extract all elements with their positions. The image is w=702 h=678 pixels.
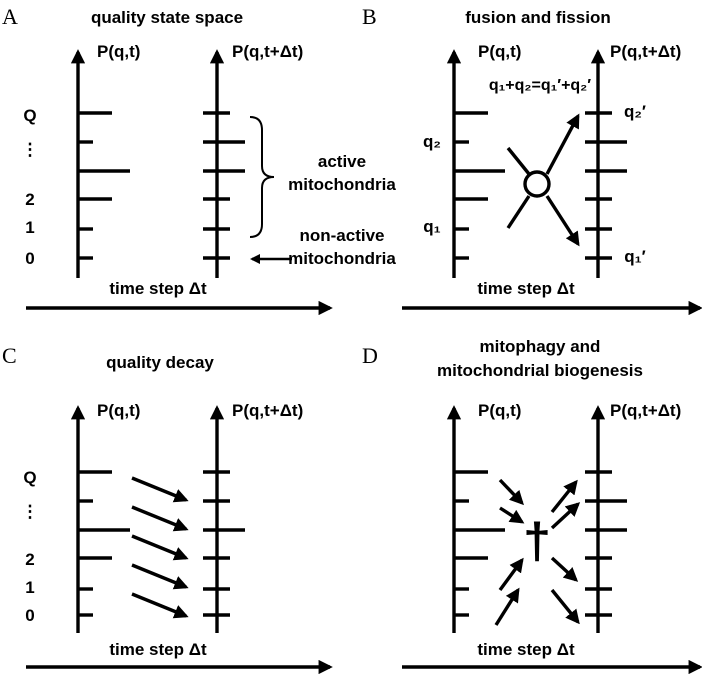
panel-title-d-line1: mitophagy and	[479, 337, 601, 356]
distribution-left-c	[78, 472, 130, 615]
q2-prime-label: q₂′	[623, 102, 647, 121]
panel-d	[402, 408, 700, 667]
cross-icon: †	[523, 513, 551, 569]
distribution-right-a	[203, 113, 245, 258]
panel-title-a: quality state space	[90, 8, 244, 27]
axis-label-right-d: P(q,t+Δt)	[610, 401, 682, 420]
axis-label-left-b: P(q,t)	[478, 42, 522, 61]
panel-letter-b: B	[362, 4, 377, 29]
q2-label: q₂	[423, 132, 441, 151]
axis-label-left-a: P(q,t)	[97, 42, 141, 61]
mitophagy-arrows	[500, 480, 522, 522]
panel-title-b: fusion and fission	[465, 8, 611, 27]
axis-label-left-d: P(q,t)	[478, 401, 522, 420]
distribution-left-d	[454, 472, 505, 615]
fusion-equation: q₁+q₂=q₁′+q₂′	[488, 77, 592, 94]
distribution-right-d	[585, 472, 627, 615]
fission-arrow-up	[547, 116, 578, 174]
active-brace	[250, 117, 274, 237]
panel-title-d-line2: mitochondrial biogenesis	[437, 361, 643, 380]
panel-title-c: quality decay	[106, 353, 214, 372]
q1-label: q₁	[423, 217, 441, 236]
level-dots-a: ⋮	[21, 140, 39, 159]
time-label-b: time step Δt	[477, 279, 575, 298]
time-label-a: time step Δt	[109, 279, 207, 298]
level-1-c: 1	[25, 578, 35, 597]
axis-label-left-c: P(q,t)	[97, 401, 141, 420]
active-label-2: mitochondria	[288, 175, 396, 194]
fusion-line-in-1	[508, 148, 529, 174]
time-label-c: time step Δt	[109, 640, 207, 659]
nonactive-label-2: mitochondria	[288, 249, 396, 268]
biogenesis-arrows-in	[496, 560, 522, 625]
q1-prime-label: q₁′	[624, 247, 646, 266]
axis-label-right-c: P(q,t+Δt)	[232, 401, 304, 420]
active-label-1: active	[317, 152, 367, 171]
labels	[2, 4, 681, 659]
panel-letter-d: D	[362, 343, 378, 368]
distribution-left-b	[454, 113, 505, 258]
distribution-left-a	[78, 113, 130, 258]
distribution-right-b	[585, 113, 627, 258]
level-dots-c: ⋮	[21, 502, 39, 521]
level-q-a: Q	[23, 106, 37, 125]
fission-arrow-down	[547, 196, 578, 244]
axis-label-right-b: P(q,t+Δt)	[610, 42, 682, 61]
panel-letter-a: A	[2, 4, 18, 29]
biogenesis-arrows-out	[552, 482, 578, 622]
panel-a	[26, 52, 330, 308]
distribution-right-c	[203, 472, 245, 615]
time-label-d: time step Δt	[477, 640, 575, 659]
nonactive-label-1: non-active	[299, 226, 385, 245]
axis-label-right-a: P(q,t+Δt)	[232, 42, 304, 61]
level-0-c: 0	[25, 606, 35, 625]
decay-arrows	[132, 478, 186, 616]
level-2-c: 2	[25, 550, 35, 569]
fusion-line-in-2	[508, 196, 529, 228]
level-0-a: 0	[25, 249, 35, 268]
level-2-a: 2	[25, 190, 35, 209]
level-q-c: Q	[23, 468, 37, 487]
panel-c	[26, 408, 330, 667]
level-1-a: 1	[25, 218, 35, 237]
fusion-node	[525, 172, 549, 196]
panel-letter-c: C	[2, 343, 17, 368]
